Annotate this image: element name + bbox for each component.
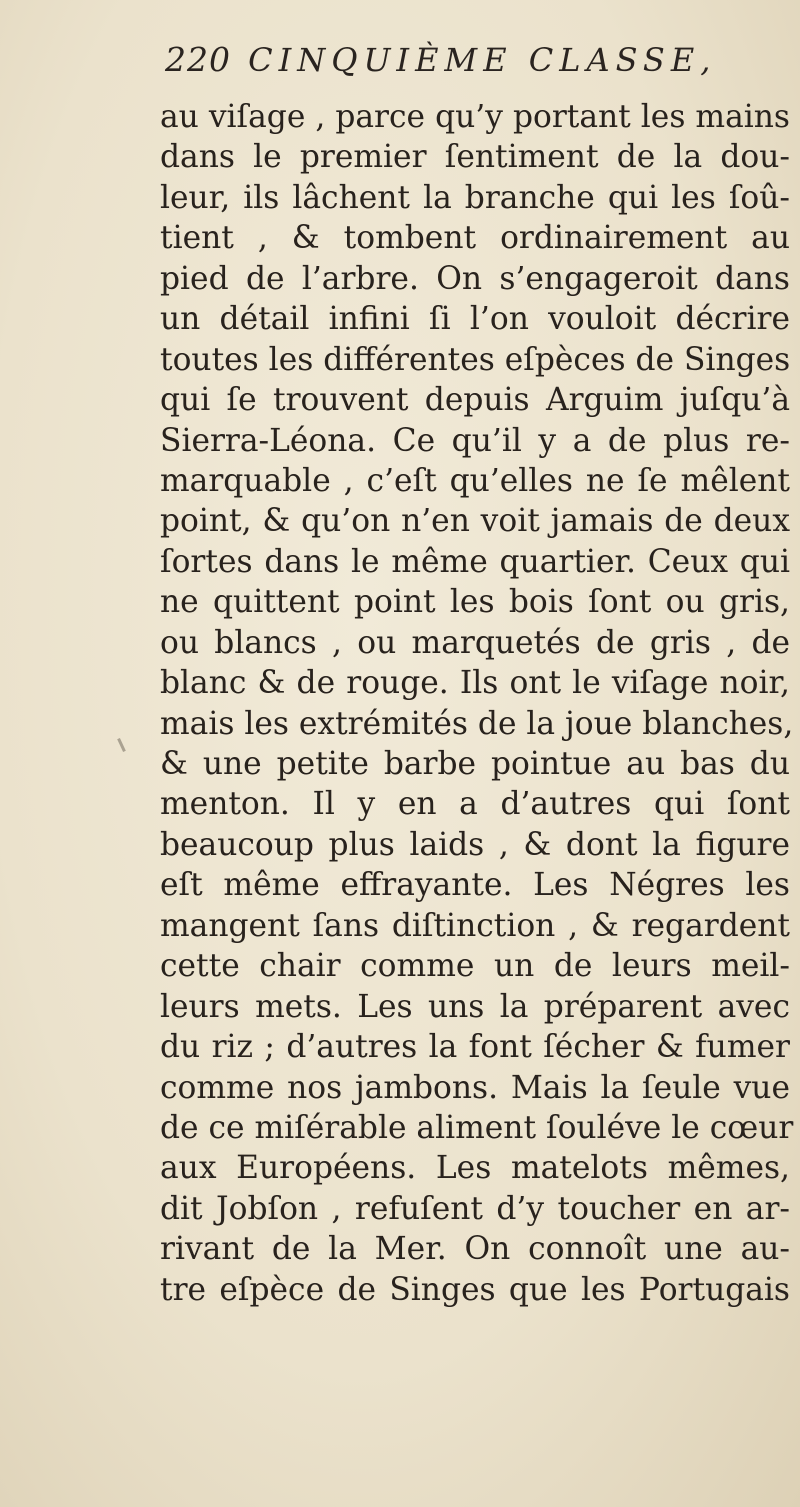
text-line: ne quittent point les bois ſont ou gris, xyxy=(160,584,790,621)
text-line: de ce miſérable aliment ſouléve le cœur xyxy=(160,1109,794,1146)
text-line: ou blancs , ou marquetés de gris , de xyxy=(160,624,790,661)
text-line: au viſage , parce qu’y portant les mains xyxy=(160,99,790,135)
text-line: mais les extrémités de la joue blanches, xyxy=(160,705,794,742)
text-line: Sierra-Léona. Ce qu’il y a de plus re- xyxy=(160,422,790,459)
text-line: aux Européens. Les matelots mêmes, xyxy=(160,1150,790,1187)
text-line: leur, ils lâchent la branche qui les ſoû- xyxy=(160,179,790,216)
page-number: 220 xyxy=(165,40,231,79)
text-line: ſortes dans le même quartier. Ceux qui xyxy=(160,543,790,580)
page-header xyxy=(165,40,765,102)
margin-mark xyxy=(117,738,126,752)
body-text xyxy=(160,97,794,1310)
text-line: beaucoup plus laids , & dont la figure xyxy=(160,826,790,863)
text-line: comme nos jambons. Mais la ſeule vue xyxy=(160,1069,790,1106)
text-line: cette chair comme un de leurs meil- xyxy=(160,948,790,985)
text-line: toutes les différentes eſpèces de Singes xyxy=(160,341,791,378)
text-line: qui ſe trouvent depuis Arguim juſqu’à xyxy=(160,382,790,419)
text-line: point, & qu’on n’en voit jamais de deux xyxy=(160,503,790,540)
text-line: leurs mets. Les uns la préparent avec xyxy=(160,988,790,1025)
text-line: tre eſpèce de Singes que les Portugais xyxy=(160,1271,790,1308)
text-line: menton. Il y en a d’autres qui ſont xyxy=(160,786,790,823)
text-line: du riz ; d’autres la font ſécher & fumer xyxy=(160,1029,790,1066)
text-line: dit Jobſon , refuſent d’y toucher en ar- xyxy=(160,1190,790,1227)
text-line: rivant de la Mer. On connoît une au- xyxy=(160,1231,790,1268)
text-line: eſt même effrayante. Les Négres les xyxy=(160,867,790,904)
text-line: pied de l’arbre. On s’engageroit dans xyxy=(160,260,790,297)
text-line: tient , & tombent ordinairement au xyxy=(160,220,790,257)
text-line: dans le premier ſentiment de la dou- xyxy=(160,139,790,176)
running-title: CINQUIÈME CLASSE, xyxy=(248,41,717,79)
text-line: un détail infini ſi l’on vouloit décrire xyxy=(160,301,790,338)
text-line: marquable , c’eſt qu’elles ne ſe mêlent xyxy=(160,462,790,499)
text-line: & une petite barbe pointue au bas du xyxy=(160,746,790,782)
text-line: blanc & de rouge. Ils ont le viſage noir, xyxy=(160,665,790,702)
text-line: mangent ſans diſtinction , & regardent xyxy=(160,907,790,944)
